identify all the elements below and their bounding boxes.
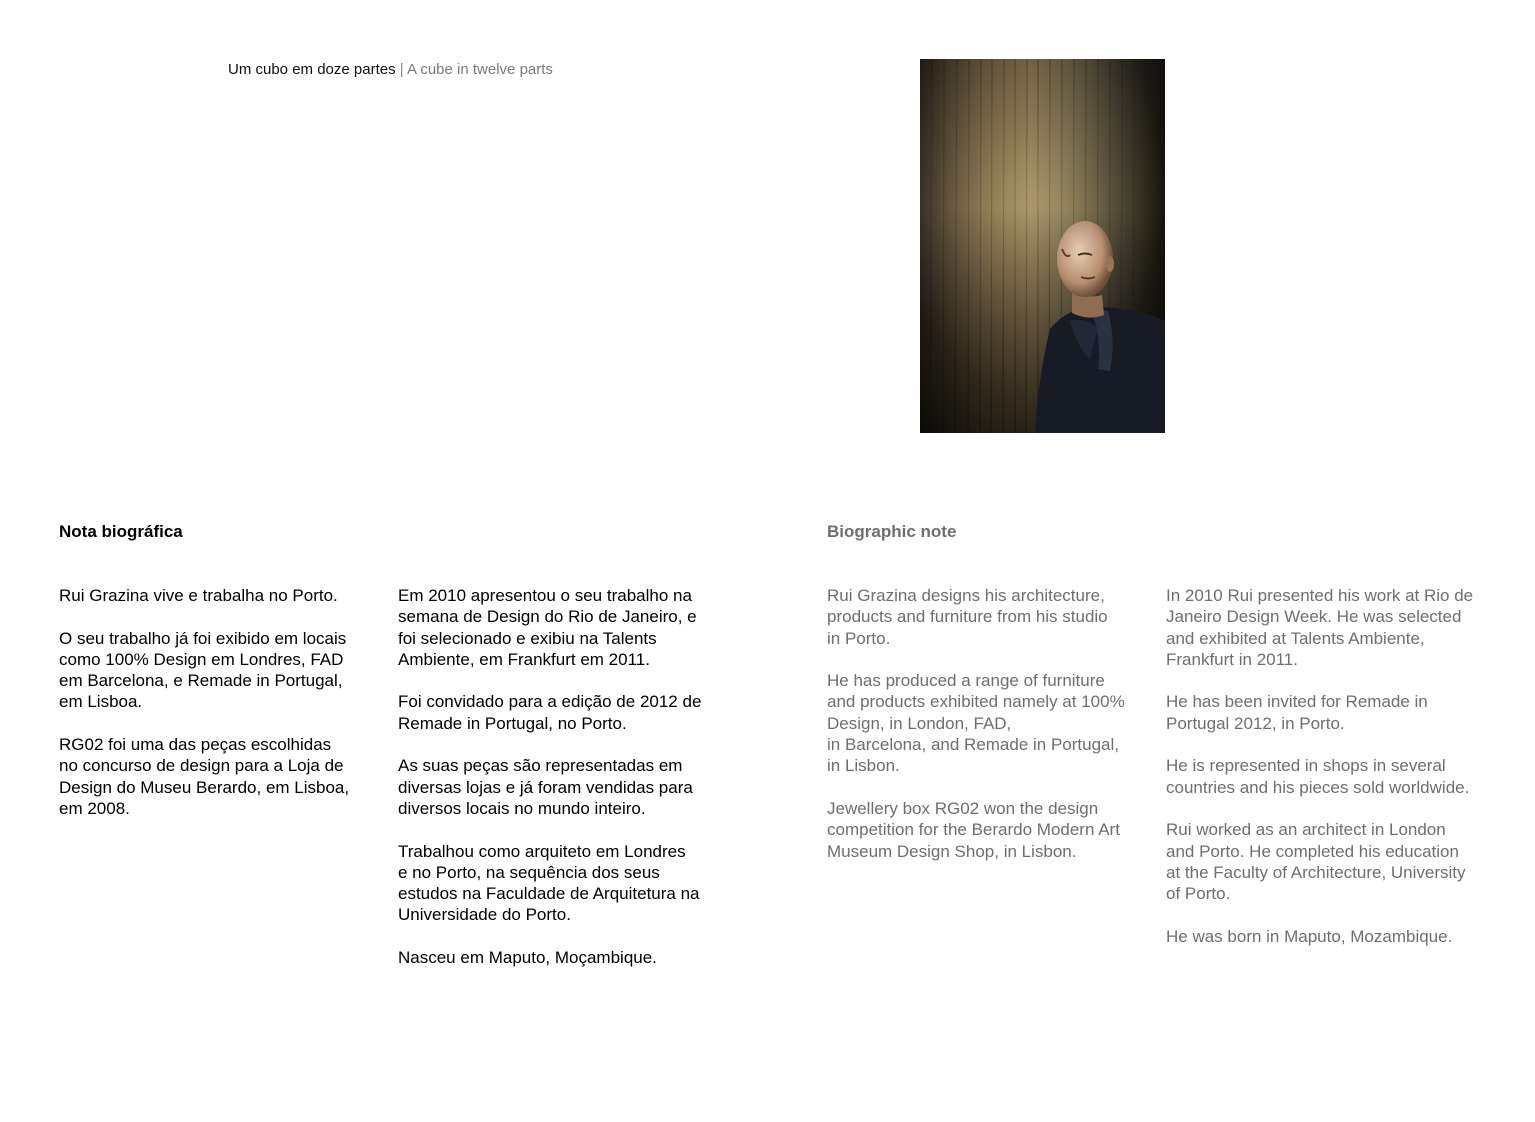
header-title-pt: Um cubo em doze partes	[228, 61, 396, 78]
bio-paragraph: Rui Grazina designs his architecture, products and furniture from his studio in Porto.	[827, 586, 1108, 648]
portrait-photo	[920, 59, 1165, 433]
section-heading-pt: Nota biográfica	[59, 522, 183, 541]
bio-column-en-2	[1166, 585, 1506, 968]
bio-column-en-1	[827, 585, 1147, 883]
bio-paragraph: He has been invited for Remade in Portugal 2012, in Porto.	[1166, 692, 1428, 733]
bio-paragraph: Em 2010 apresentou o seu trabalho na semana de Design do Rio de Janeiro, e foi selecionado e exibiu na Talents Ambiente, em Frankfurt em 2011.	[398, 586, 697, 669]
bio-paragraph: RG02 foi uma das peças escolhidas no concurso de design para a Loja de Design do Museu Berardo, em Lisboa, em 2008.	[59, 735, 350, 818]
header-title-en: A cube in twelve parts	[407, 61, 553, 78]
portrait-photo-icon	[920, 59, 1165, 433]
bio-paragraph: In 2010 Rui presented his work at Rio de Janeiro Design Week. He was selected and exhibited at Talents Ambiente, Frankfurt in 2011.	[1166, 586, 1474, 669]
header-separator: |	[399, 61, 404, 78]
bio-paragraph: Nasceu em Maputo, Moçambique.	[398, 948, 657, 968]
bio-paragraph: Jewellery box RG02 won the design competition for the Berardo Modern Art Museum Design Shop, in Lisbon.	[827, 798, 1120, 861]
page-header	[228, 60, 553, 80]
bio-paragraph: As suas peças são representadas em diversas lojas e já foram vendidas para diversos locais no mundo inteiro.	[398, 756, 693, 818]
bio-paragraph: Foi convidado para a edição de 2012 de Remade in Portugal, no Porto.	[398, 692, 702, 733]
bio-paragraph: He was born in Maputo, Mozambique.	[1166, 926, 1453, 946]
bio-paragraph: Rui Grazina vive e trabalha no Porto.	[59, 586, 338, 605]
bio-paragraph: O seu trabalho já foi exibido em locais como 100% Design em Londres, FAD em Barcelona, e Remade in Portugal, em Lisboa.	[59, 628, 347, 712]
bio-paragraph: He has produced a range of furniture and products exhibited namely at 100% Design, in London, FAD, in Barcelona, and Remade in Portugal, in Lisbon.	[827, 671, 1125, 776]
bio-column-pt-2	[398, 585, 718, 990]
bio-paragraph: Trabalhou como arquiteto em Londres e no Porto, na sequência dos seus estudos na Faculdade de Arquitetura na Universidade do Porto.	[398, 841, 700, 925]
bio-paragraph: Rui worked as an architect in London and Porto. He completed his education at the Faculty of Architecture, University of Porto.	[1166, 820, 1466, 904]
bio-column-pt-1	[59, 585, 379, 841]
bio-paragraph: He is represented in shops in several countries and his pieces sold worldwide.	[1166, 756, 1470, 797]
section-heading-en: Biographic note	[827, 522, 957, 541]
